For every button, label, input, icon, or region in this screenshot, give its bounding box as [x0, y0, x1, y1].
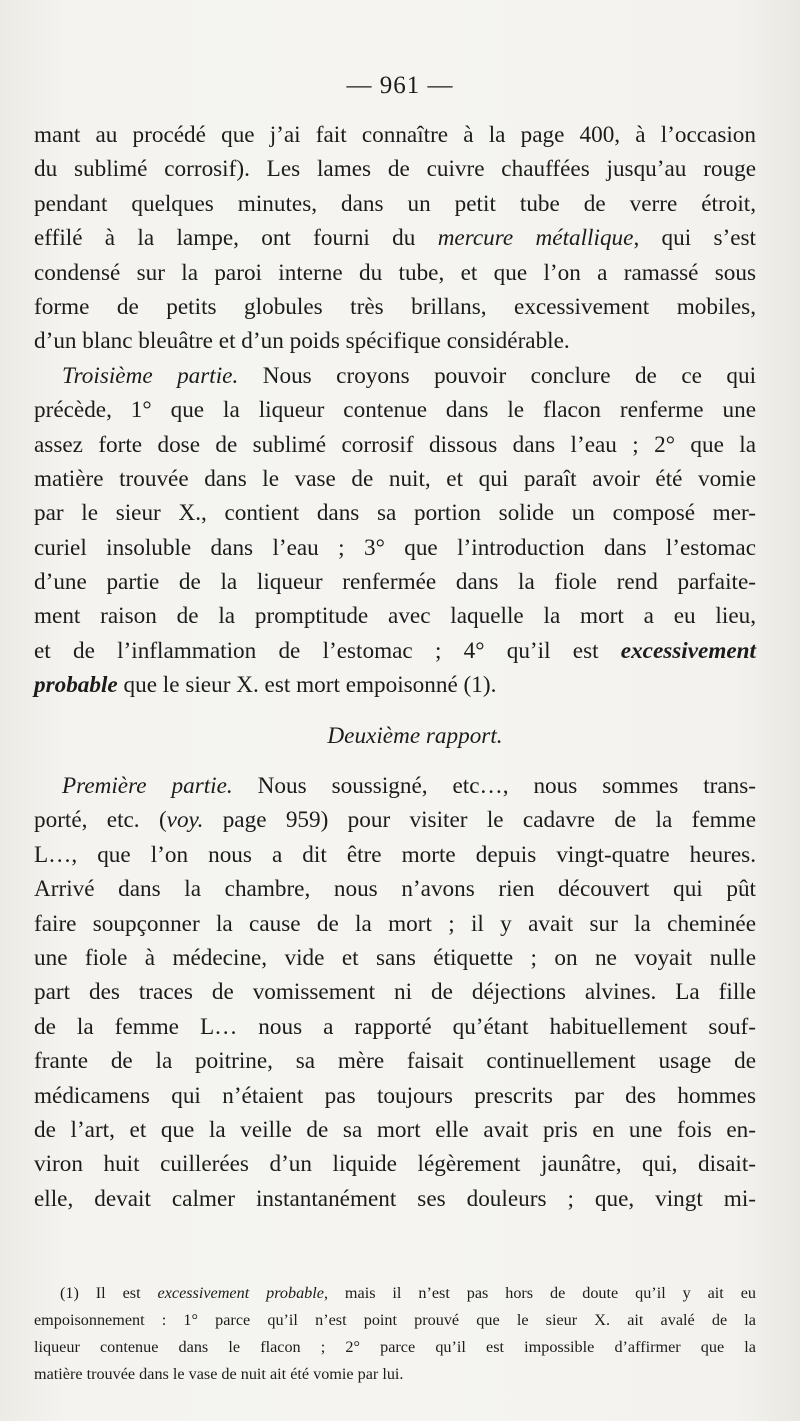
text-line: mant au procédé que j’ai fait connaître à la page 400, à l’occasion	[34, 122, 756, 148]
text-run: (1) Il est	[60, 1284, 158, 1302]
text-run: , qui s’est	[633, 225, 757, 252]
section-label: Première partie.	[62, 773, 233, 800]
text-run: , mais il n’est pas hors de doute qu’il y ait eu	[323, 1284, 757, 1302]
paragraph-troisieme-partie	[34, 359, 756, 703]
text-run: Nous croyons pouvoir conclure de ce qui	[238, 362, 757, 389]
footnote-line: liqueur contenue dans le flacon ; 2° parce qu’il est impossible d’affirmer que la	[34, 1338, 756, 1356]
footnote-line	[34, 1280, 756, 1307]
text-line	[34, 769, 756, 803]
text-line: pendant quelques minutes, dans un petit tube de verre étroit,	[34, 190, 756, 217]
section-heading-text: Deuxième rapport.	[327, 722, 503, 749]
section-label: Troisième partie.	[62, 362, 239, 389]
text-line: assez forte dose de sublimé corrosif dissous dans l’eau ; 2° que la	[34, 431, 756, 458]
footnote	[34, 1280, 756, 1388]
text-line	[34, 221, 756, 255]
page-number: — 961 —	[346, 72, 454, 99]
text-line: par le sieur X., contient dans sa portion solide un composé mer-	[34, 500, 756, 527]
paragraph-continuation	[34, 118, 756, 359]
text-line: du sublimé corrosif). Les lames de cuivre chauffées jusqu’au rouge	[34, 156, 756, 183]
main-text	[34, 118, 756, 1216]
italic-term: probable	[34, 672, 118, 699]
text-run: page 959) pour visiter le cadavre de la femme	[203, 807, 756, 834]
text-line: part des traces de vomissement ni de déjections alvines. La fille	[34, 979, 756, 1006]
text-line: Arrivé dans la chambre, nous n’avons rien découvert qui pût	[34, 876, 756, 903]
text-line: ment raison de la promptitude avec laquelle la mort a eu lieu,	[34, 603, 756, 630]
italic-term: voy.	[166, 807, 204, 834]
text-line: d’un blanc bleuâtre et d’un poids spécifique considérable.	[34, 328, 570, 355]
text-run: effilé à la lampe, ont fourni du	[34, 225, 438, 252]
footnote-line: empoisonnement : 1° parce qu’il n’est point prouvé que le sieur X. ait avalé de la	[34, 1311, 756, 1329]
section-heading	[34, 719, 756, 753]
text-line	[34, 668, 756, 702]
italic-term: excessivement	[620, 637, 756, 664]
text-line: elle, devait calmer instantanément ses douleurs ; que, vingt mi-	[34, 1185, 756, 1212]
text-line: d’une partie de la liqueur renfermée dans la fiole rend parfaite-	[34, 569, 756, 596]
text-line	[34, 359, 756, 393]
text-line: de l’art, et que la veille de sa mort elle avait pris en une fois en-	[34, 1116, 756, 1143]
text-line	[34, 803, 756, 837]
text-line: une fiole à médecine, vide et sans étiquette ; on ne voyait nulle	[34, 944, 756, 971]
italic-term: excessivement probable	[157, 1284, 324, 1302]
text-line: condensé sur la paroi interne du tube, et que l’on a ramassé sous	[34, 259, 756, 286]
paragraph-premiere-partie	[34, 769, 756, 1216]
text-line: de la femme L… nous a rapporté qu’étant habituellement souf-	[34, 1013, 756, 1040]
text-line: précède, 1° que la liqueur contenue dans le flacon renferme une	[34, 397, 756, 424]
text-line: L…, que l’on nous a dit être morte depuis vingt-quatre heures.	[34, 841, 756, 868]
text-line	[34, 634, 756, 668]
text-line: faire soupçonner la cause de la mort ; il y avait sur la cheminée	[34, 910, 756, 937]
text-line: matière trouvée dans le vase de nuit, et qui paraît avoir été vomie	[34, 465, 756, 492]
text-line: frante de la poitrine, sa mère faisait continuellement usage de	[34, 1048, 756, 1075]
text-line: médicamens qui n’étaient pas toujours prescrits par des hommes	[34, 1082, 756, 1109]
text-run: porté, etc. (	[34, 807, 167, 834]
text-run: que le sieur X. est mort empoisonné (1).	[117, 672, 497, 699]
text-line: viron huit cuillerées d’un liquide légèrement jaunâtre, qui, disait-	[34, 1151, 756, 1178]
footnote-line: matière trouvée dans le vase de nuit ait été vomie par lui.	[34, 1365, 404, 1383]
text-run: et de l’inflammation de l’estomac ; 4° qu’il est	[34, 637, 621, 664]
italic-term: mercure métallique	[437, 225, 634, 252]
text-line: curiel insoluble dans l’eau ; 3° que l’introduction dans l’estomac	[34, 534, 756, 561]
text-run: Nous soussigné, etc…, nous sommes trans-	[232, 773, 756, 800]
text-line: forme de petits globules très brillans, excessivement mobiles,	[34, 293, 756, 320]
